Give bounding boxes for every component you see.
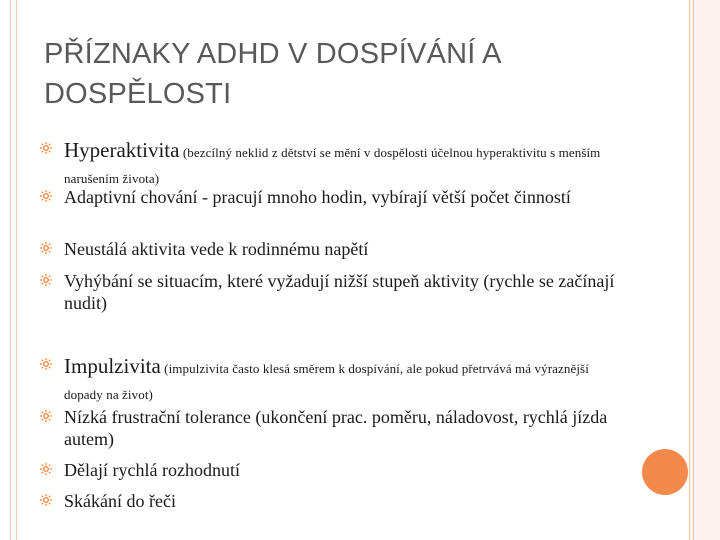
decorative-circle: [642, 449, 688, 495]
bullet-text: Nízká frustrační tolerance (ukončení prac. poměru, náladovost, rychlá jízda autem): [64, 407, 608, 449]
sun-icon: [40, 494, 52, 506]
bullet-text: [64, 138, 620, 191]
bullet-detail: (impulzivita často klesá směrem k dospívání, ale pokud přetrvává má výraznější dopady na život): [64, 361, 589, 402]
left-border-line: [10, 0, 11, 540]
bullet-text: Skákání do řeči: [64, 491, 176, 511]
bullet-text: Adaptivní chování - pracují mnoho hodin, vybírají větší počet činností: [64, 187, 571, 207]
sun-icon: [40, 274, 52, 286]
bullet-text: Vyhýbání se situacím, které vyžadují nižší stupeň aktivity (rychle se začínají nudit): [64, 271, 615, 313]
sun-icon: [40, 463, 52, 475]
sun-icon: [40, 410, 52, 422]
sun-icon: [40, 190, 52, 202]
bullet-heading: Impulzivita: [64, 354, 161, 378]
bullet-heading: Hyperaktivita: [64, 138, 180, 162]
right-decor-band: [690, 0, 720, 540]
bullet-text: [64, 354, 620, 407]
bullet-text: Neustálá aktivita vede k rodinnému napětí: [64, 239, 369, 259]
right-border-line-inner: [693, 0, 694, 540]
sun-icon: [40, 242, 52, 254]
right-border-line: [689, 0, 690, 540]
bullet-detail: (bezcílný neklid z dětství se mění v dospělosti účelnou hyperaktivitu s menším narušením života): [64, 145, 601, 186]
bullet-text: Dělají rychlá rozhodnutí: [64, 460, 240, 480]
sun-icon: [40, 358, 52, 370]
title-line-1: PŘÍZNAKY ADHD V DOSPÍVÁNÍ A: [44, 38, 502, 70]
title-line-2: DOSPĚLOSTI: [44, 78, 232, 110]
slide-title: [44, 34, 664, 114]
left-border-line-inner: [16, 0, 17, 540]
sun-icon: [40, 142, 52, 154]
